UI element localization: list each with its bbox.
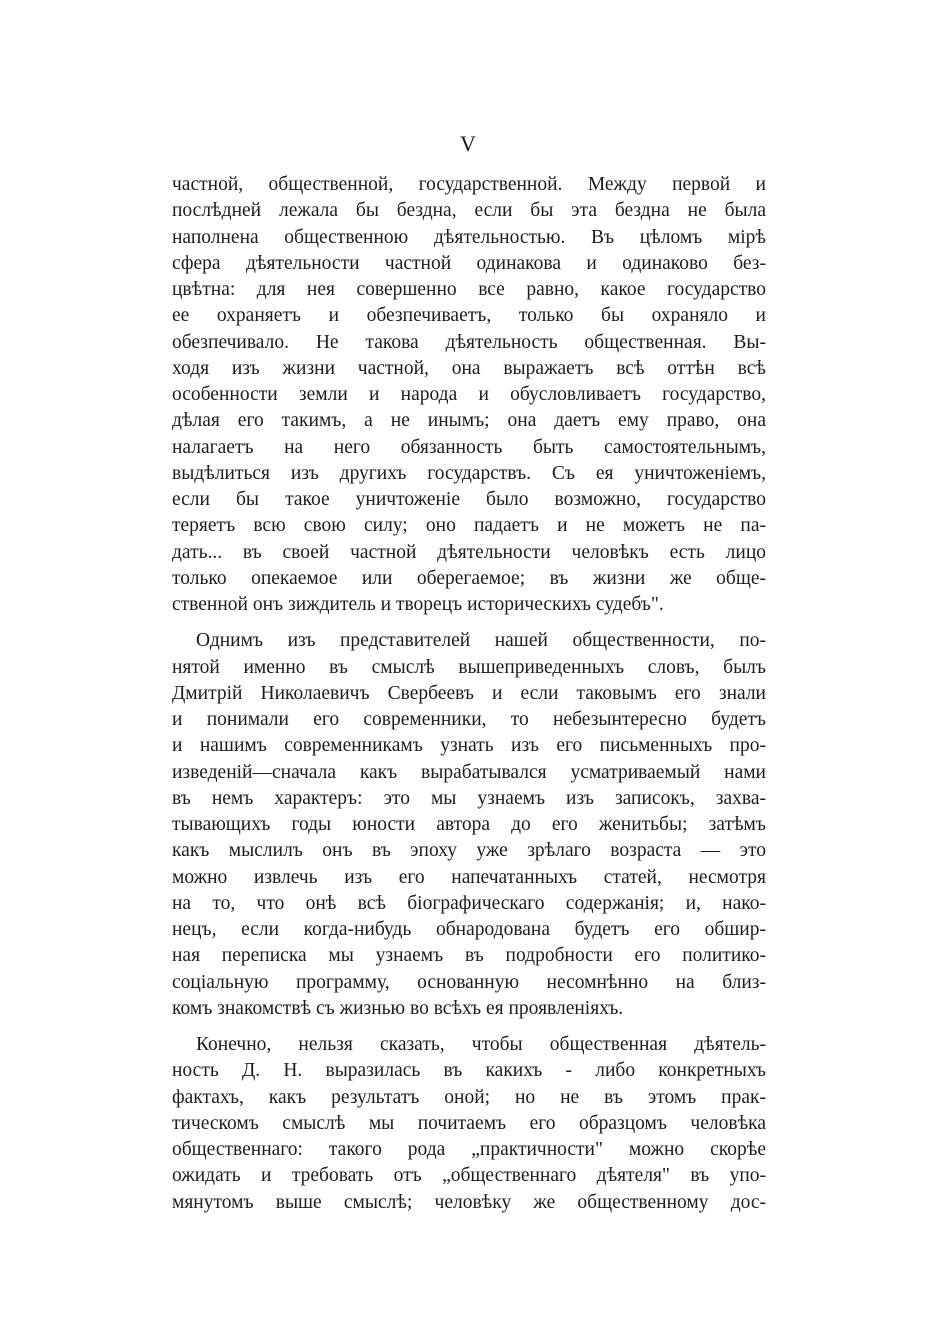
text-line: комъ знакомствѣ съ жизнью во всѣхъ ея проявленіяхъ. [172,997,624,1019]
text-line: если бы такое уничтоженіе было возможно, государство [172,489,766,510]
text-line: частной, общественной, государственной. Между первой и [172,174,766,195]
text-line: нецъ, если когда-нибудь обнародована будетъ его обшир- [172,919,766,940]
text-line: цвѣтна: для нея совершенно все равно, какое государство [172,279,766,300]
text-line: наполнена общественною дѣятельностью. Въ цѣломъ мірѣ [172,226,766,248]
text-line: обезпечивало. Не такова дѣятельность общественная. Вы- [172,331,766,353]
text-line: ственной онъ зиждитель и творецъ историческихъ судебъ". [172,594,664,615]
text-line: ходя изъ жизни частной, она выражаетъ всѣ оттѣн всѣ [172,357,766,379]
paragraph-gap [172,1022,766,1032]
paragraph-3 [172,1032,766,1216]
text-line: дѣлая его такимъ, а не инымъ; она даетъ ему право, она [172,410,766,432]
text-line: послѣдней лежала бы бездна, если бы эта бездна не была [172,200,766,222]
text-line: ее охраняетъ и обезпечиваетъ, только бы охраняло и [172,305,766,327]
text-line: соціальную программу, основанную несомнѣнно на близ- [172,971,766,993]
body-text [172,172,766,1216]
text-line: Дмитрій Николаевичъ Свербеевъ и если таковымъ его знали [172,682,766,704]
text-line: можно извлечь изъ его напечатанныхъ статей, несмотря [172,866,766,888]
text-line: тическомъ смыслѣ мы почитаемъ его образцомъ человѣка [172,1112,766,1134]
text-line: фактахъ, какъ результатъ оной; но не въ этомъ прак- [172,1086,766,1108]
text-line: теряетъ всю свою силу; оно падаетъ и не можетъ не па- [172,515,766,537]
text-line: ная переписка мы узнаемъ въ подробности его политико- [172,945,766,967]
text-line: Конечно, нельзя сказать, чтобы общественная дѣятель- [196,1034,766,1055]
text-line: ность Д. Н. выразилась въ какихъ - либо конкретныхъ [172,1060,766,1082]
text-line: и понимали его современники, то небезынтересно будетъ [172,709,766,730]
text-line: выдѣлиться изъ другихъ государствъ. Съ ея уничтоженіемъ, [172,462,766,484]
text-line: мянутомъ выше смыслѣ; человѣку же общественному дос- [172,1191,766,1213]
text-line: и нашимъ современникамъ узнать изъ его письменныхъ про- [172,735,766,757]
text-line: особенности земли и народа и обусловливаетъ государство, [172,384,766,405]
text-line: нятой именно въ смыслѣ вышеприведенныхъ словъ, былъ [172,656,766,678]
text-line: ожидать и требовать отъ „общественнаго дѣятеля" въ упо- [172,1165,766,1187]
text-line: въ немъ характеръ: это мы узнаемъ изъ записокъ, захва- [172,787,766,809]
text-line: тывающихъ годы юности автора до его женитьбы; затѣмъ [172,814,766,835]
text-line: Однимъ изъ представителей нашей общественности, по- [196,630,766,652]
text-line: общественнаго: такого рода „практичности" можно скорѣе [172,1139,766,1160]
paragraph-1 [172,172,766,618]
page-number: V [460,131,476,156]
text-line: какъ мыслилъ онъ въ эпоху уже зрѣлаго возраста — это [172,840,766,862]
paragraph-2 [172,628,766,1022]
text-line: на то, что онѣ всѣ біографическаго содержанія; и, нако- [172,892,766,914]
text-line: дать... въ своей частной дѣятельности человѣкъ есть лицо [172,541,766,563]
text-line: изведеній—сначала какъ вырабатывался усматриваемый нами [172,761,766,783]
text-line: только опекаемое или оберегаемое; въ жизни же обще- [172,567,766,589]
text-line: налагаетъ на него обязанность быть самостоятельнымъ, [172,436,766,458]
paragraph-gap [172,618,766,628]
text-line: сфера дѣятельности частной одинакова и одинаково без- [172,252,766,274]
